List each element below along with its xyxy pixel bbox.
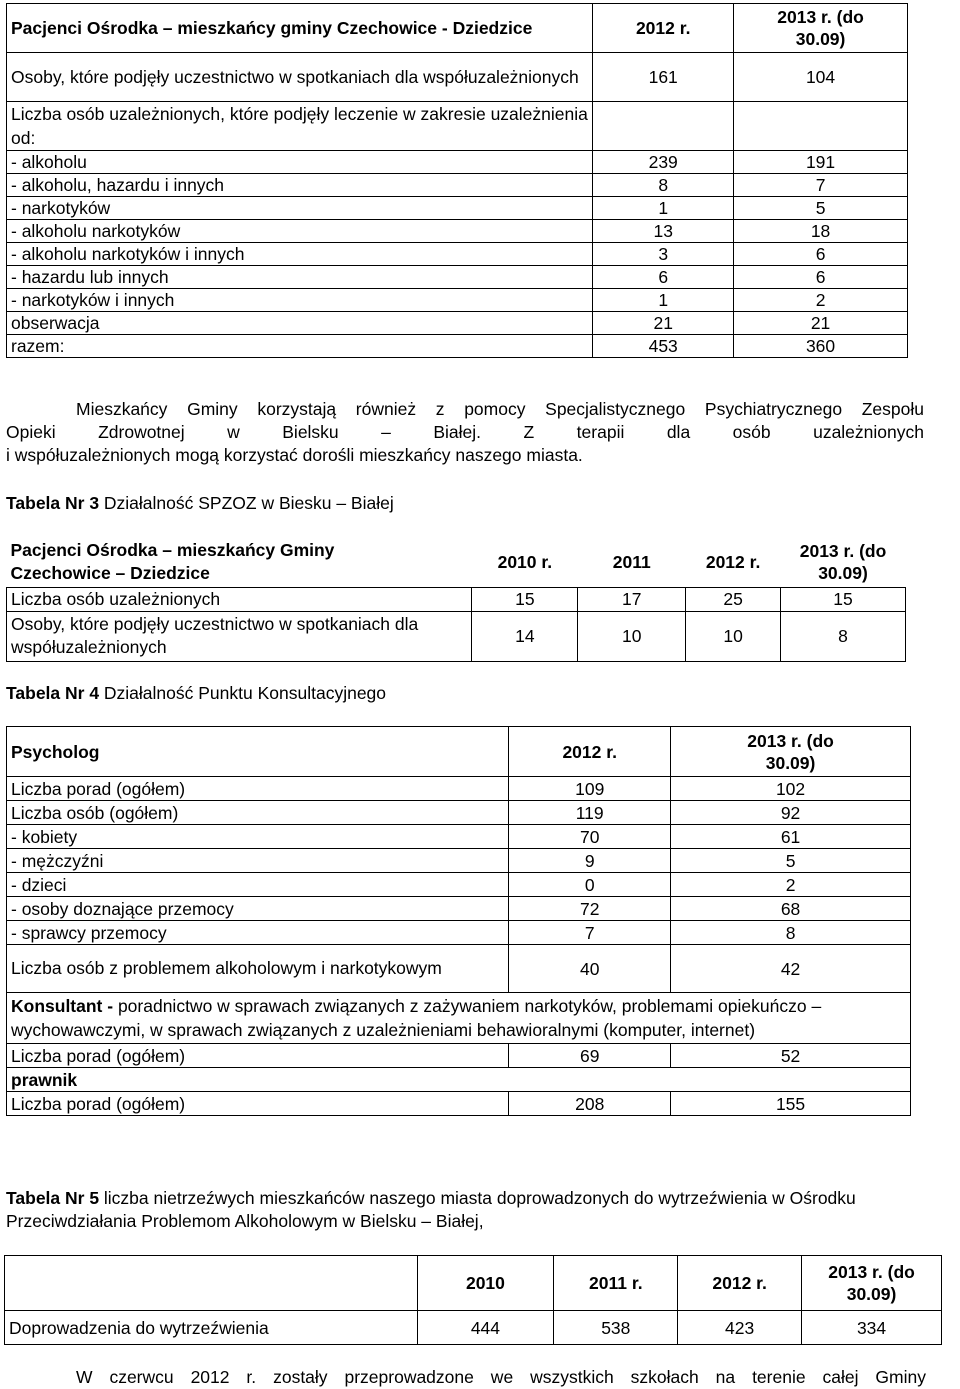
row-2013: 155 bbox=[671, 1092, 911, 1116]
header-2011: 2011 bbox=[612, 551, 651, 572]
header-label: Pacjenci Ośrodka – mieszkańcy Gminy Czechowice – Dziedzice bbox=[10, 539, 335, 583]
row-2012: 109 bbox=[509, 777, 671, 801]
para-line: Mieszkańcy Gminy korzystają również z pomocy Specjalistycznego Psychiatrycznego Zespołu bbox=[76, 399, 924, 419]
row-2013: 8 bbox=[671, 921, 911, 945]
caption-rest: Działalność SPZOZ w Biesku – Białej bbox=[99, 493, 394, 513]
row-2013: 61 bbox=[671, 825, 911, 849]
row-2012: 21 bbox=[593, 312, 734, 335]
row-2013: 2 bbox=[671, 873, 911, 897]
caption-bold: Tabela Nr 5 bbox=[6, 1188, 100, 1208]
row-label: razem: bbox=[7, 335, 593, 358]
row-2012: 70 bbox=[509, 825, 671, 849]
row-2012: 72 bbox=[509, 897, 671, 921]
row-label: - dzieci bbox=[7, 873, 509, 897]
lawyer-label: prawnik bbox=[7, 1068, 911, 1092]
table-spzoz bbox=[6, 537, 906, 662]
row-label: - mężczyźni bbox=[7, 849, 509, 873]
row-2012: 9 bbox=[509, 849, 671, 873]
row-label: - alkoholu narkotyków bbox=[7, 220, 593, 243]
row-2013: 102 bbox=[671, 777, 911, 801]
row-label: Liczba osób z problemem alkoholowym i narkotykowym bbox=[7, 945, 509, 993]
row-2012: 25 bbox=[686, 587, 781, 611]
row-2013: 104 bbox=[734, 53, 908, 102]
row-2013: 42 bbox=[671, 945, 911, 993]
row-2013: 7 bbox=[734, 174, 908, 197]
table-row bbox=[7, 4, 908, 53]
row-2013: 2 bbox=[734, 289, 908, 312]
table-row bbox=[7, 945, 911, 993]
table-row bbox=[7, 873, 911, 897]
header-2012: 2012 r. bbox=[509, 727, 671, 777]
header-2013: 2013 r. (do 30.09) bbox=[734, 4, 908, 53]
row-2011: 17 bbox=[578, 587, 686, 611]
table-row bbox=[7, 102, 908, 151]
row-label: Liczba osób uzależnionych bbox=[7, 587, 472, 611]
table-treatment bbox=[6, 3, 908, 358]
row-2012: 7 bbox=[509, 921, 671, 945]
row-2010: 444 bbox=[417, 1311, 554, 1345]
table-row bbox=[7, 1044, 911, 1068]
table-sobering bbox=[4, 1255, 942, 1345]
table-row bbox=[7, 777, 911, 801]
row-2011: 538 bbox=[554, 1311, 678, 1345]
table4-caption bbox=[6, 682, 386, 705]
row-label: Liczba porad (ogółem) bbox=[7, 1044, 509, 1068]
table-row bbox=[7, 849, 911, 873]
header-label: Psycholog bbox=[7, 727, 509, 777]
row-2012: 10 bbox=[686, 611, 781, 661]
header-2010: 2010 bbox=[417, 1256, 554, 1311]
row-2012: 1 bbox=[593, 197, 734, 220]
row-label: Osoby, które podjęły uczestnictwo w spotkaniach dla współuzależnionych bbox=[7, 53, 593, 102]
consultant-rest: poradnictwo w sprawach związanych z zażywaniem narkotyków, problemami opiekuńczo – wychowawczymi, w sprawach związanych z uzależnieniami behawioralnymi (komputer, internet) bbox=[11, 996, 822, 1040]
table-row bbox=[7, 993, 911, 1044]
row-label: - narkotyków i innych bbox=[7, 289, 593, 312]
table-row bbox=[7, 801, 911, 825]
consultant-bold: Konsultant - bbox=[11, 996, 114, 1016]
row-2013: 360 bbox=[734, 335, 908, 358]
row-2010: 14 bbox=[472, 611, 578, 661]
row-label: Liczba porad (ogółem) bbox=[7, 777, 509, 801]
table-row bbox=[7, 921, 911, 945]
row-2012: 3 bbox=[593, 243, 734, 266]
row-2012: 119 bbox=[509, 801, 671, 825]
row-2013: 21 bbox=[734, 312, 908, 335]
row-2013: 334 bbox=[802, 1311, 942, 1345]
row-label: - alkoholu, hazardu i innych bbox=[7, 174, 593, 197]
row-2013: 5 bbox=[671, 849, 911, 873]
header-2012: 2012 r. bbox=[593, 4, 734, 53]
table-row bbox=[7, 289, 908, 312]
header-2013: 2013 r. (do 30.09) bbox=[799, 540, 887, 583]
consultant-description bbox=[7, 993, 911, 1044]
table-row bbox=[7, 897, 911, 921]
table-row bbox=[7, 53, 908, 102]
row-2013: 15 bbox=[781, 587, 906, 611]
row-label: Liczba osób (ogółem) bbox=[7, 801, 509, 825]
header-label: Pacjenci Ośrodka – mieszkańcy gminy Czechowice - Dziedzice bbox=[7, 4, 593, 53]
caption-rest: Działalność Punktu Konsultacyjnego bbox=[99, 683, 387, 703]
row-2012: 69 bbox=[509, 1044, 671, 1068]
row-label: Osoby, które podjęły uczestnictwo w spotkaniach dla współuzależnionych bbox=[7, 611, 472, 661]
row-2013: 6 bbox=[734, 266, 908, 289]
row-2013: 6 bbox=[734, 243, 908, 266]
row-2012: 1 bbox=[593, 289, 734, 312]
caption-rest: liczba nietrzeźwych mieszkańców naszego miasta doprowadzonych do wytrzeźwienia w Ośrodku Przeciwdziałania Problemom Alkoholowym w Bielsku – Białej, bbox=[6, 1188, 856, 1231]
caption-bold: Tabela Nr 4 bbox=[6, 683, 100, 703]
row-label: obserwacja bbox=[7, 312, 593, 335]
row-2013: 8 bbox=[781, 611, 906, 661]
row-2013: 5 bbox=[734, 197, 908, 220]
table-row bbox=[7, 587, 906, 611]
table-row bbox=[7, 151, 908, 174]
header-2013: 2013 r. (do 30.09) bbox=[802, 1256, 942, 1311]
para-line: i współuzależnionych mogą korzystać dorośli mieszkańcy naszego miasta. bbox=[6, 445, 583, 465]
table-row bbox=[7, 174, 908, 197]
row-2012: 40 bbox=[509, 945, 671, 993]
para-line: Opieki Zdrowotnej w Bielsku – Białej. Z terapii dla osób uzależnionych bbox=[6, 422, 924, 442]
table-row bbox=[7, 243, 908, 266]
row-2012: 8 bbox=[593, 174, 734, 197]
row-2013: 191 bbox=[734, 151, 908, 174]
table3-caption bbox=[6, 492, 394, 515]
row-2013: 92 bbox=[671, 801, 911, 825]
row-label: - osoby doznające przemocy bbox=[7, 897, 509, 921]
paragraph-spzoz-intro bbox=[6, 398, 924, 467]
row-label: - alkoholu bbox=[7, 151, 593, 174]
row-2011: 10 bbox=[578, 611, 686, 661]
row-2010: 15 bbox=[472, 587, 578, 611]
header-2012: 2012 r. bbox=[678, 1256, 802, 1311]
row-2012: 6 bbox=[593, 266, 734, 289]
table-row bbox=[7, 1068, 911, 1092]
row-2013: 18 bbox=[734, 220, 908, 243]
row-2013: 68 bbox=[671, 897, 911, 921]
row-label: Liczba osób uzależnionych, które podjęły leczenie w zakresie uzależnienia od: bbox=[7, 102, 593, 151]
header-label bbox=[5, 1256, 418, 1311]
row-2012: 423 bbox=[678, 1311, 802, 1345]
table-row bbox=[7, 537, 906, 587]
table-row bbox=[7, 312, 908, 335]
row-label: - alkoholu narkotyków i innych bbox=[7, 243, 593, 266]
table-row bbox=[7, 335, 908, 358]
table5-caption bbox=[6, 1187, 926, 1233]
table-row bbox=[7, 1092, 911, 1116]
header-2012: 2012 r. bbox=[705, 551, 761, 572]
row-2012: 13 bbox=[593, 220, 734, 243]
row-label: - narkotyków bbox=[7, 197, 593, 220]
row-label: Liczba porad (ogółem) bbox=[7, 1092, 509, 1116]
row-label: Doprowadzenia do wytrzeźwienia bbox=[5, 1311, 418, 1345]
table-consultation bbox=[6, 726, 911, 1116]
row-label: - hazardu lub innych bbox=[7, 266, 593, 289]
table-row bbox=[7, 197, 908, 220]
table-row bbox=[7, 220, 908, 243]
table-row bbox=[7, 727, 911, 777]
row-label: - sprawcy przemocy bbox=[7, 921, 509, 945]
caption-bold: Tabela Nr 3 bbox=[6, 493, 100, 513]
table-row bbox=[5, 1311, 942, 1345]
row-2012: 239 bbox=[593, 151, 734, 174]
table-row bbox=[7, 266, 908, 289]
table-row bbox=[5, 1256, 942, 1311]
row-2013: 52 bbox=[671, 1044, 911, 1068]
header-2011: 2011 r. bbox=[554, 1256, 678, 1311]
table-row bbox=[7, 611, 906, 661]
row-label: - kobiety bbox=[7, 825, 509, 849]
row-2012: 0 bbox=[509, 873, 671, 897]
row-2012: 161 bbox=[593, 53, 734, 102]
table-row bbox=[7, 825, 911, 849]
header-2010: 2010 r. bbox=[497, 551, 553, 572]
header-2013: 2013 r. (do 30.09) bbox=[671, 727, 911, 777]
row-2012: 453 bbox=[593, 335, 734, 358]
paragraph-schools: W czerwcu 2012 r. zostały przeprowadzone we wszystkich szkołach na terenie całej Gminy bbox=[76, 1367, 926, 1387]
row-2012: 208 bbox=[509, 1092, 671, 1116]
